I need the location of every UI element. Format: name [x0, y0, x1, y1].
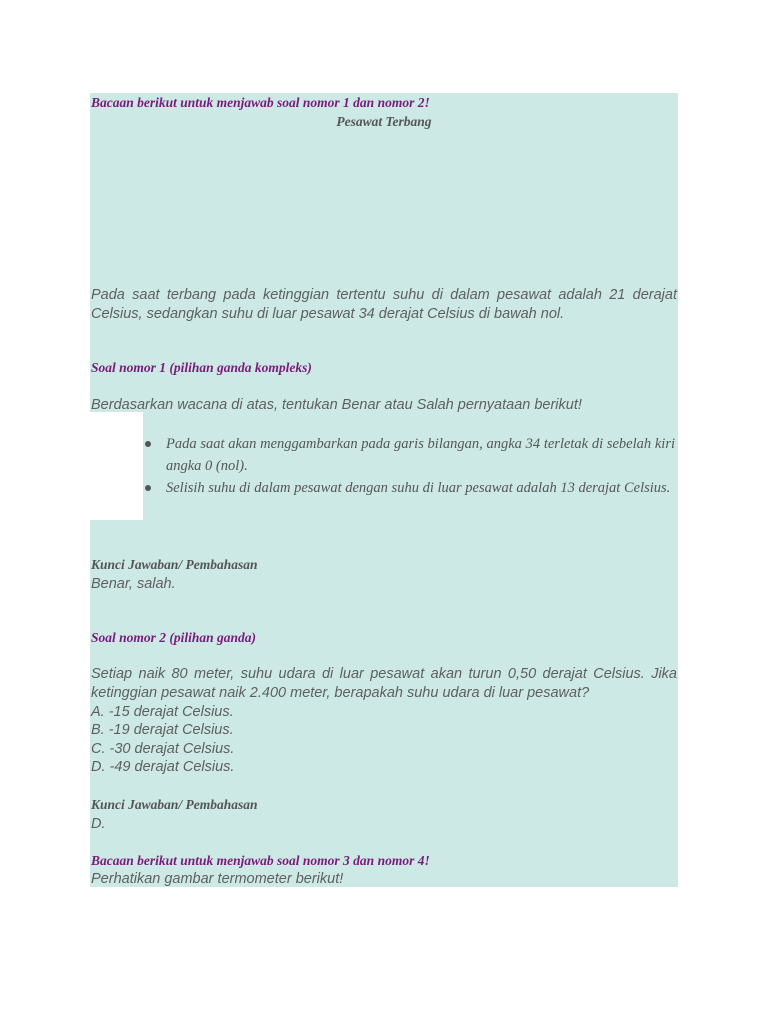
statement-2: Selisih suhu di dalam pesawat dengan suhu di luar pesawat adalah 13 derajat Celsius. [166, 480, 671, 496]
option-b: B. -19 derajat Celsius. [91, 722, 234, 738]
option-a: A. -15 derajat Celsius. [91, 704, 234, 720]
question-1-heading: Soal nomor 1 (pilihan ganda kompleks) [91, 360, 312, 375]
option-d: D. -49 derajat Celsius. [91, 759, 235, 775]
question-2-heading: Soal nomor 2 (pilihan ganda) [91, 630, 257, 645]
question-1-instruction: Berdasarkan wacana di atas, tentukan Benar atau Salah pernyataan berikut! [91, 397, 582, 413]
list-indent-gap [90, 412, 143, 520]
reading-2-intro: Bacaan berikut untuk menjawab soal nomor 3 dan nomor 4! [91, 853, 430, 868]
bullet-icon [145, 485, 151, 491]
question-1-key-label: Kunci Jawaban/ Pembahasan [91, 557, 258, 572]
question-2-key-answer: D. [91, 816, 106, 832]
option-c: C. -30 derajat Celsius. [91, 741, 235, 757]
reading-1-title: Pesawat Terbang [336, 114, 432, 129]
reading-1-intro: Bacaan berikut untuk menjawab soal nomor 1 dan nomor 2! [91, 95, 430, 110]
question-1-key-answer: Benar, salah. [91, 576, 176, 592]
statement-1: Pada saat akan menggambarkan pada garis bilangan, angka 34 terletak di sebelah kiri angka 0 (nol). [166, 436, 675, 474]
bullet-icon [145, 441, 151, 447]
reading-2-text: Perhatikan gambar termometer berikut! [91, 871, 344, 887]
question-2-text: Setiap naik 80 meter, suhu udara di luar pesawat akan turun 0,50 derajat Celsius. Jika ketinggian pesawat naik 2.400 meter, berapakah suhu udara di luar pesawat? [91, 666, 677, 701]
reading-1-text: Pada saat terbang pada ketinggian tertentu suhu di dalam pesawat adalah 21 derajat Celsius, sedangkan suhu di luar pesawat 34 derajat Celsius di bawah nol. [91, 287, 677, 322]
question-2-key-label: Kunci Jawaban/ Pembahasan [91, 797, 258, 812]
